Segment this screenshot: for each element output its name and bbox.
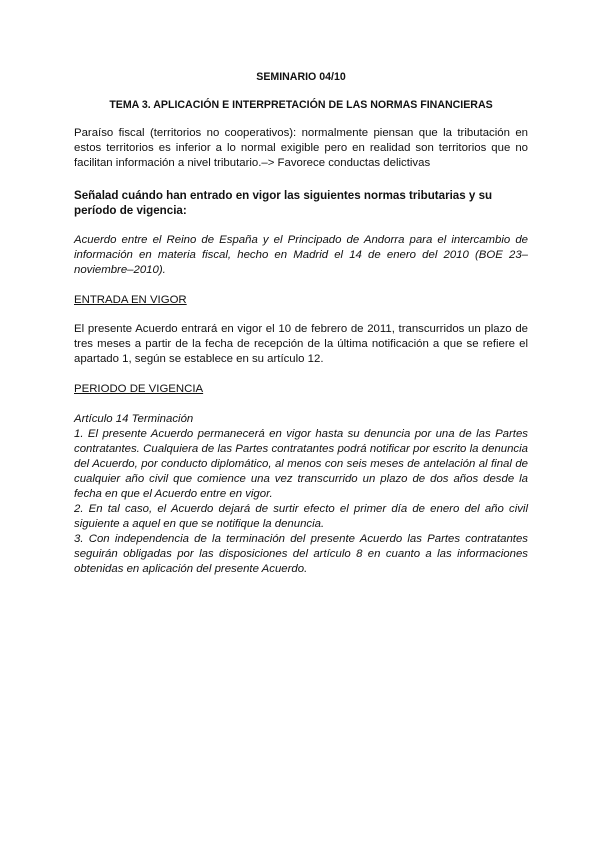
entry-into-force-text: El presente Acuerdo entrará en vigor el 10 de febrero de 2011, transcurridos un plazo de tres meses a partir de la fecha de recepción de la última notificación a que se refiere el apartado 1, según se establece en su artículo 12. [74,323,528,365]
article-title: Artículo 14 Terminación [74,413,194,425]
question-heading: Señalad cuándo han entrado en vigor las siguientes normas tributarias y su período de vigencia: [74,189,493,217]
article-item-2: 2. En tal caso, el Acuerdo dejará de surtir efecto el primer día de enero del año civil siguiente a aquel en que se notifique la denuncia. [74,503,528,530]
article-item-3: 3. Con independencia de la terminación del presente Acuerdo las Partes contratantes seguirán obligadas por las disposiciones del artículo 8 en cuanto a las informaciones obtenidas en aplicación del presente Acuerdo. [74,533,528,575]
validity-period-heading: PERIODO DE VIGENCIA [74,383,204,395]
agreement-citation: Acuerdo entre el Reino de España y el Principado de Andorra para el intercambio de información en materia fiscal, hecho en Madrid el 14 de enero del 2010 (BOE 23–noviembre–2010). [74,234,528,276]
document-subtitle: TEMA 3. APLICACIÓN E INTERPRETACIÓN DE LAS NORMAS FINANCIERAS [109,99,493,111]
document-page [74,64,528,577]
article-14-block [74,412,528,577]
entry-into-force-heading: ENTRADA EN VIGOR [74,294,187,306]
intro-paragraph: Paraíso fiscal (territorios no cooperativos): normalmente piensan que la tributación en estos territorios es inferior a lo normal exigible pero en realidad son territorios que no facilitan información a nivel tributario.–> Favorece conductas delictivas [74,127,528,169]
article-item-1: 1. El presente Acuerdo permanecerá en vigor hasta su denuncia por una de las Partes contratantes. Cualquiera de las Partes contratantes podrá notificar por escrito la denuncia del Acuerdo, por conducto diplomático, al menos con seis meses de antelación al final de cualquier año civil que comience una vez transcurrido un plazo de dos años desde la fecha en que el Acuerdo entre en vigor. [74,428,528,500]
document-title: SEMINARIO 04/10 [256,71,346,83]
